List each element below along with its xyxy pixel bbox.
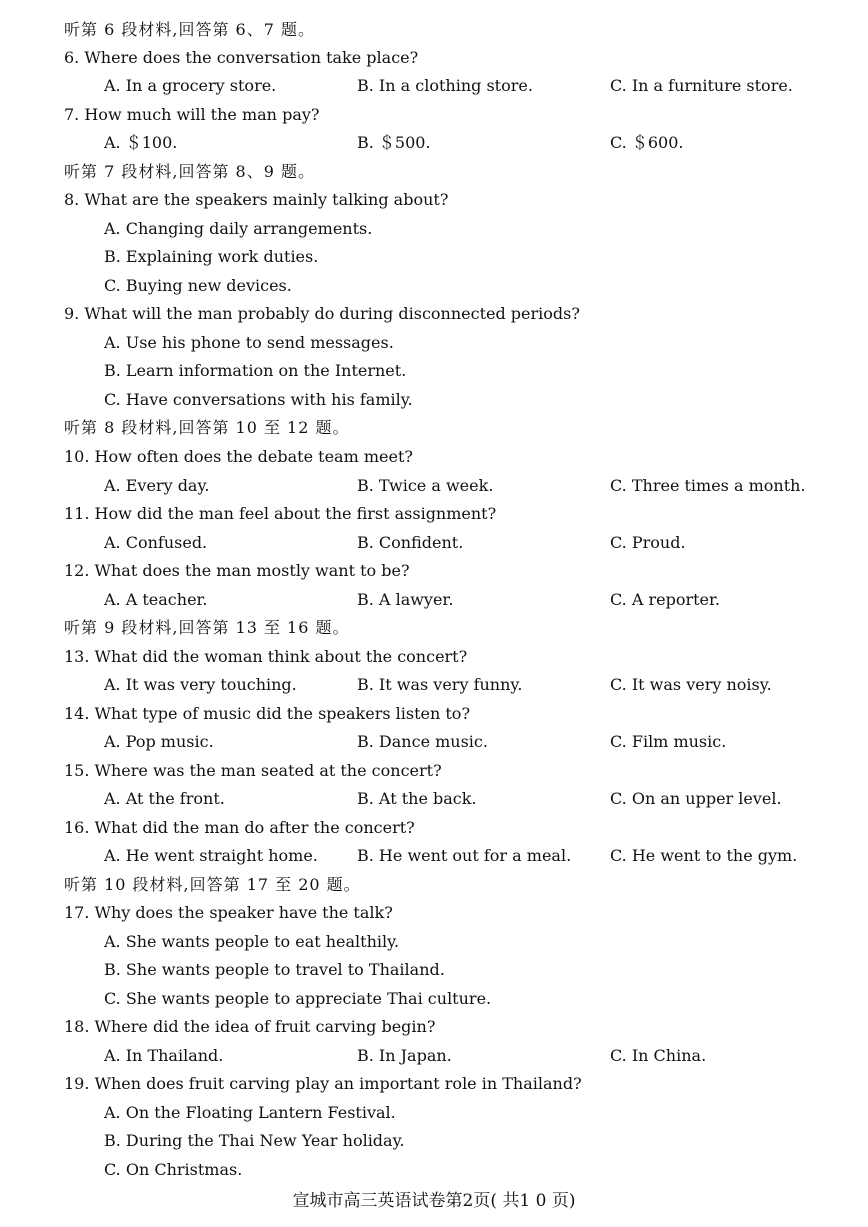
option-a: A. ＄100. [104,133,178,152]
option-c: C. Film music. [610,732,727,751]
option-c: C. It was very noisy. [610,675,772,694]
option-c: C. In China. [610,1046,707,1065]
option-b: B. He went out for a meal. [357,846,572,865]
question-stem: 12. What does the man mostly want to be? [64,561,410,580]
option-c: C. Three times a month. [610,476,806,495]
option-b: B. Confident. [357,533,464,552]
option-c: C. In a furniture store. [610,76,793,95]
question-stem: 9. What will the man probably do during disconnected periods? [64,304,580,323]
option-a: A. Every day. [104,476,210,495]
option-a: A. At the front. [104,789,225,808]
question-stem: 17. Why does the speaker have the talk? [64,903,393,922]
option-a: A. She wants people to eat healthily. [104,932,400,951]
option-a: A. Use his phone to send messages. [104,333,394,352]
option-a: A. In Thailand. [104,1046,224,1065]
option-row [0,785,868,813]
question-stem: 7. How much will the man pay? [64,105,320,124]
section-header: 听第 8 段材料,回答第 10 至 12 题。 [64,418,350,437]
option-a: A. It was very touching. [104,675,297,694]
option-row [0,472,868,500]
question-stem: 19. When does fruit carving play an important role in Thailand? [64,1074,582,1093]
option-row [0,72,868,100]
section-header: 听第 9 段材料,回答第 13 至 16 题。 [64,618,350,637]
option-row [0,671,868,699]
option-b: B. She wants people to travel to Thailand. [104,960,445,979]
section-header: 听第 7 段材料,回答第 8、9 题。 [64,162,315,181]
option-a: A. Confused. [104,533,208,552]
question-stem: 13. What did the woman think about the concert? [64,647,468,666]
option-c: C. She wants people to appreciate Thai culture. [104,989,492,1008]
question-stem: 8. What are the speakers mainly talking about? [64,190,449,209]
option-a: A. Changing daily arrangements. [104,219,373,238]
option-b: B. In a clothing store. [357,76,533,95]
option-b: B. A lawyer. [357,590,454,609]
page-footer: 宣城市高三英语试卷第2页( 共1 0 页) [292,1191,576,1211]
option-b: B. It was very funny. [357,675,523,694]
option-a: A. On the Floating Lantern Festival. [104,1103,396,1122]
option-a: A. He went straight home. [104,846,318,865]
option-row [0,842,868,870]
section-header: 听第 10 段材料,回答第 17 至 20 题。 [64,875,361,894]
option-b: B. In Japan. [357,1046,452,1065]
option-c: C. Proud. [610,533,686,552]
option-b: B. Dance music. [357,732,488,751]
option-c: C. Have conversations with his family. [104,390,413,409]
option-c: C. Buying new devices. [104,276,292,295]
option-b: B. Learn information on the Internet. [104,361,407,380]
option-c: C. A reporter. [610,590,720,609]
question-stem: 14. What type of music did the speakers listen to? [64,704,471,723]
option-b: B. At the back. [357,789,477,808]
question-stem: 10. How often does the debate team meet? [64,447,413,466]
option-c: C. He went to the gym. [610,846,798,865]
section-header: 听第 6 段材料,回答第 6、7 题。 [64,20,315,39]
option-c: C. On an upper level. [610,789,782,808]
option-b: B. Twice a week. [357,476,494,495]
option-b: B. Explaining work duties. [104,247,319,266]
option-a: A. A teacher. [104,590,208,609]
option-b: B. ＄500. [357,133,431,152]
option-row [0,586,868,614]
option-row [0,1042,868,1070]
option-row [0,529,868,557]
option-c: C. ＄600. [610,133,684,152]
question-stem: 6. Where does the conversation take place? [64,48,419,67]
question-stem: 15. Where was the man seated at the concert? [64,761,442,780]
question-stem: 18. Where did the idea of fruit carving begin? [64,1017,436,1036]
option-row [0,728,868,756]
question-stem: 16. What did the man do after the concert? [64,818,415,837]
option-row [0,129,868,157]
option-b: B. During the Thai New Year holiday. [104,1131,405,1150]
option-a: A. Pop music. [104,732,214,751]
option-c: C. On Christmas. [104,1160,243,1179]
option-a: A. In a grocery store. [104,76,277,95]
question-stem: 11. How did the man feel about the first assignment? [64,504,497,523]
